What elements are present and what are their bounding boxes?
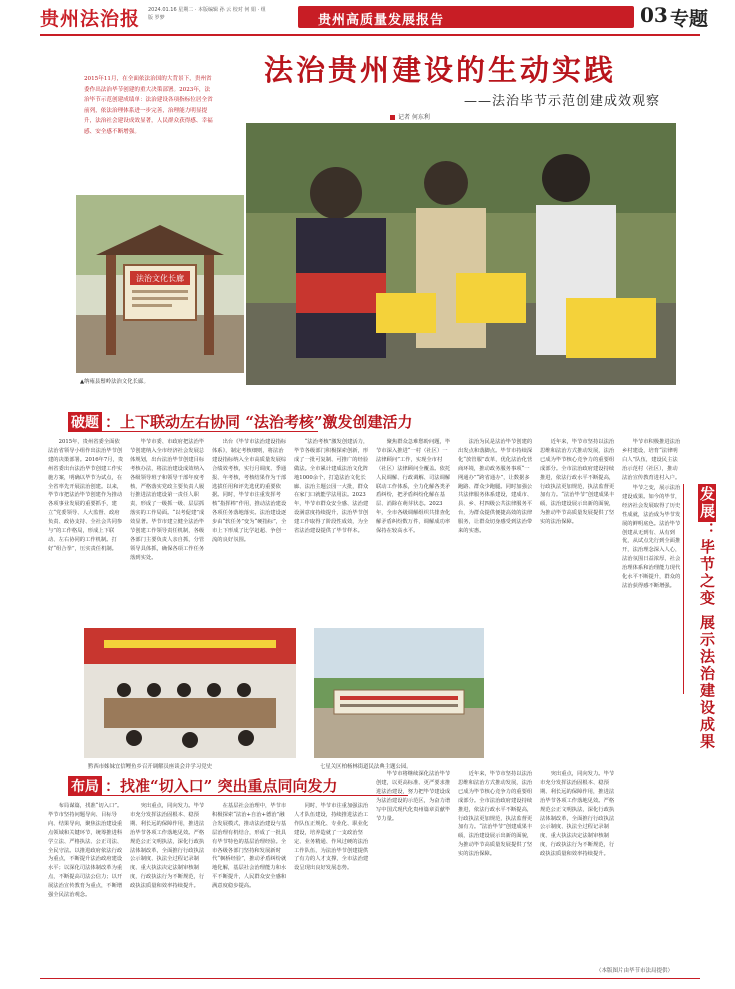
section-3-tag: 发展: [698, 486, 716, 520]
meeting-photo-image: [84, 628, 296, 758]
byline-text: 记者 何东利: [398, 114, 430, 121]
photo-meeting: [84, 628, 296, 758]
photo-civil-code-park: [314, 628, 484, 758]
issue-meta: 2024.01.16 星期二 · 本版编辑 孙 云 校对 何 娟 · 组版 罗梦: [148, 7, 266, 21]
column-1: 2015年，贵州省委全面依法治省领导小组作出法治毕节创建的决策部署。2016年7月，贵州省委出台法治毕节创建工作实施方案，明确以毕节为试点，在全省率先开展法治创建。以来，毕节市把法治毕节创建作为推动各项事业发展的重要抓手，建立“党委领导、人大监督、政府负责、政协支持、全社会共同参与”的工作格局，形成上下联动、左右协同的工作机制。打好“组合拳”，压实责任机制。: [48, 439, 124, 552]
park-photo-image: [314, 628, 484, 758]
section-2-title: [68, 775, 337, 796]
section-3-rule: [683, 484, 684, 694]
corridor-sign-text: 法治文化长廊: [136, 274, 184, 283]
column-14: 毕节市将继续深化法治毕节创建，以更高标准、更严要求推进法治建设，努力把毕节建设成为法治建设的示范区，为奋力谱写中国式现代化贵州篇章贡献毕节力量。: [376, 771, 451, 822]
corridor-photo-image: [76, 195, 244, 373]
page-number: 03: [640, 3, 668, 27]
column-15: 近年来，毕节市坚持以法治思维和法治方式推动发展，法治已成为毕节核心竞争力的重要组成部分。全市法治政府建设持续推进，依法行政水平不断提高，行政执法更加规范，执法监督更加有力。“法治毕节”创建成果丰硕，法治建设展示出新的面貌，为推动毕节高质量发展提供了坚实的法治保障。: [458, 771, 533, 858]
section-2-rule: [68, 795, 408, 796]
photo-meeting-caption: 黔西市姊妹宜信鲤鱼乡召开调解员座谈会并学习党史: [88, 764, 212, 770]
section-1-tag: 破题: [68, 412, 102, 432]
section-3-headline: ：毕节之变 展示法治建设成果: [698, 522, 716, 751]
section-1-headline: ：上下联动左右协同 “法治考核”激发创建活力: [105, 413, 413, 431]
photo-law-outreach: [246, 123, 676, 385]
column-12: 同时，毕节市注重加强法治人才队伍建设，持续推进法治工作队伍正规化、专业化、职业化建设，培养造就了一支政治坚定、业务精通、作风过硬的法治工作队伍，为法治毕节创建提供了有力的人才支撑，全市法治建设呈现出良好发展态势。: [294, 803, 369, 872]
photo-civil-code-park-caption: 七星关区柏杨林街道民法典主题公园。: [320, 764, 412, 770]
column-4: “法治考核”激发创建活力，毕节各级部门积极探索创新，形成了一批可复制、可推广的经验做法。全市累计建成法治文化阵地1000余个，打造法治文化长廊、法治主题公园一大批，群众在家门口就能学法用法。2023年，毕节市群众安全感、法治建设满意度持续提升，法治毕节创建工作取得了阶段性成效，为全省法治建设提供了毕节样本。: [294, 439, 369, 535]
section-banner-title: 贵州高质量发展报告: [318, 13, 445, 28]
section-banner: [298, 6, 634, 28]
bottom-rule: [40, 978, 700, 979]
byline-marker-icon: [390, 115, 395, 120]
section-1-rule: [68, 431, 318, 432]
intro-text: 2015年11月，在全面依法治国的大背景下，贵州省委作出法治毕节创建的重大决策部署。2023年，法治毕节示范创建成绩单：法治建设各项指标位居全省前列，依法治理体系进一步完善，治理能力明显提升，法治社会建设成效显著，人民群众获得感、幸福感、安全感不断增强。: [84, 76, 213, 135]
byline: [390, 112, 430, 121]
outreach-photo-image: [246, 123, 676, 385]
page-section: 专题: [670, 8, 709, 30]
column-2: 毕节市委、市政府把法治毕节创建纳入全市经济社会发展总体规划，出台法治毕节创建目标考核办法，将法治建设成效纳入各级领导班子和领导干部年度考核，严格落实党政主要负责人履行推进法治建设第一责任人职责，形成了一级抓一级、层层抓落实的工作局面。“以考促建”成效显著。毕节市建立健全法治毕节创建工作领导责任机制，各级各部门主要负责人亲自抓，分管领导具体抓，确保各项工作任务落到实处。: [130, 439, 205, 561]
column-5: 聚焦群众急难愁盼问题，毕节市深入推进“一村（社区）一法律顾问”工作，实现全市村（社区）法律顾问全覆盖。依托人民调解、行政调解、司法调解联动工作体系，全力化解各类矛盾纠纷，把矛盾纠纷化解在基层、消除在萌芽状态。2023年，全市各级调解组织共排查化解矛盾纠纷数万件，调解成功率保持在较高水平。: [376, 439, 451, 535]
column-8: 毕节市积极推进法治乡村建设，培育“法律明白人”队伍，建设民主法治示范村（社区），推动法治宣传教育进村入户。: [622, 439, 681, 480]
article-subtitle: ——法治毕节示范创建成效观察: [463, 94, 660, 109]
column-9: 布局谋篇，找准“切入口”。毕节市坚持问题导向、目标导向、结果导向，聚焦法治建设重点领域和关键环节，统筹推进科学立法、严格执法、公正司法、全民守法。以推进政府依法行政为重点，不断提升法治政府建设水平；以深化司法体制改革为重点，不断提高司法公信力；以开展法治宣传教育为重点，不断增强全民法治观念。: [48, 803, 123, 899]
column-16: 突出重点，同向发力。毕节市充分发挥法治固根本、稳预期、利长远的保障作用，推进法治毕节各项工作落地见效。严格规范公正文明执法，深化行政执法体制改革，全面推行行政执法公示制度、执法全过程记录制度、重大执法决定法制审核制度，行政执法行为不断规范，行政执法质量和效率持续提升。: [540, 771, 615, 858]
column-3: 出台《毕节市法治建设指标体系》，制定考核细则，将法治建设指标纳入全市高质量发展综合绩效考核，实行月调度、季通报、年考核，考核结果作为干部选拔任用和评先选优的重要依据。同时，毕节市注重发挥考核“指挥棒”作用，推动法治建设各项任务落地落实。法治建设逐步由“软任务”变为“硬指标”，全市上下形成了比学赶超、争创一流的良好氛围。: [212, 439, 287, 543]
photo-credit-note: （本版图片由毕节市法局提供）: [596, 968, 674, 974]
section-1-title: [68, 411, 412, 432]
newspaper-logo: 贵州法治报: [40, 8, 141, 30]
column-13: 毕节之变，展示法治建设成果。如今的毕节，经济社会发展取得了历史性成就，法治成为毕节发展的鲜明底色。法治毕节创建从无到有、从有到优，从试点先行到全面推开，法治理念深入人心，法治氛围日益浓厚，社会治理体系和治理能力现代化水平不断提升，群众的法治获得感不断增强。: [622, 485, 681, 589]
photo-culture-corridor-caption: ▲纳雍县鬃岭法治文化长廊。: [80, 379, 149, 385]
masthead-rule: [40, 34, 700, 36]
column-6: 法治为民是法治毕节创建的出发点和落脚点。毕节市持续深化“放管服”改革，优化法治化营商环境，推动政务服务事项“一网通办”“跨省通办”，让数据多跑路、群众少跑腿。同时加强公共法律服务体系建设，建成市、县、乡、村四级公共法律服务平台，为群众提供便捷高效的法律服务，让群众切身感受到法治带来的实惠。: [458, 439, 533, 535]
article-title: 法治贵州建设的生动实践: [263, 53, 616, 87]
column-10: 突出重点，同向发力。毕节市充分发挥法治固根本、稳预期、利长远的保障作用，推进法治毕节各项工作落地见效。严格规范公正文明执法，深化行政执法体制改革，全面推行行政执法公示制度、执法全过程记录制度、重大执法决定法制审核制度，行政执法行为不断规范，行政执法质量和效率持续提升。: [130, 803, 205, 890]
column-11: 在基层社会治理中，毕节市积极探索“法治+自治+德治”融合发展模式，推动法治建设与基层治理有机结合，形成了一批具有毕节特色的基层治理经验。全市各级各部门坚持和发展新时代“枫桥经验”，推动矛盾纠纷就地化解，基层社会治理能力和水平不断提升，人民群众安全感和满意度稳步提高。: [212, 803, 287, 890]
section-3-title: [688, 484, 718, 750]
section-2-tag: 布局: [68, 776, 102, 796]
column-7: 近年来，毕节市坚持以法治思维和法治方式推动发展，法治已成为毕节核心竞争力的重要组成部分。全市法治政府建设持续推进，依法行政水平不断提高，行政执法更加规范，执法监督更加有力。“法治毕节”创建成果丰硕，法治建设展示出新的面貌，为推动毕节高质量发展提供了坚实的法治保障。: [540, 439, 615, 526]
masthead: [0, 0, 735, 38]
photo-culture-corridor: [76, 195, 244, 373]
section-2-headline: ：找准“切入口” 突出重点同向发力: [105, 777, 338, 795]
